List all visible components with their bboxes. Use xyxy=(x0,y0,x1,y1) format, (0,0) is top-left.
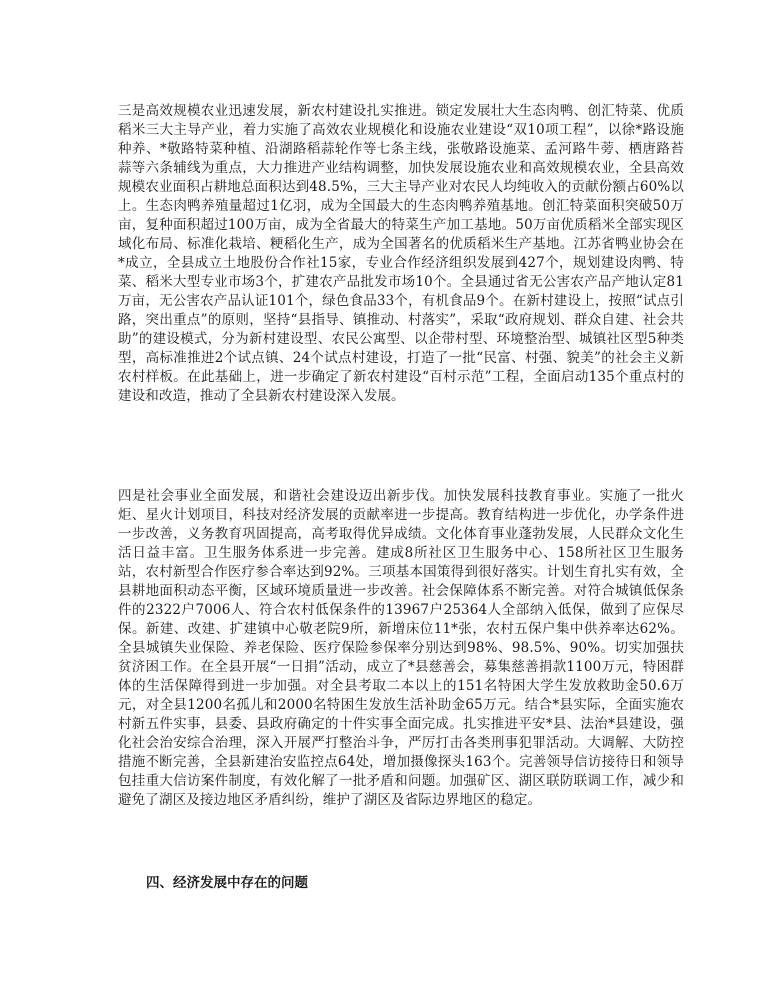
paragraph-agriculture-new-village: 三是高效规模农业迅速发展，新农村建设扎实推进。锁定发展壮大生态肉鸭、创汇特菜、优质稻米三大主导产业，着力实施了高效农业规模化和设施农业建设“双10项工程”，以徐*路设施种养、*敬路特菜种植、沿湖路稻蒜轮作等七条主线，张敬路设施菜、孟河路牛蒡、栖唐路苔蒜等六条辅线为重点，大力推进产业结构调整，加快发展设施农业和高效规模农业，全县高效规模农业面积占耕地总面积达到48.5%，三大主导产业对农民人均纯收入的贡献份额占60%以上。生态肉鸭养殖量超过1亿羽，成为全国最大的生态肉鸭养殖基地。创汇特菜面积突破50万亩，复种面积超过100万亩，成为全省最大的特菜生产加工基地。50万亩优质稻米全部实现区域化布局、标准化栽培、粳稻化生产，成为全国著名的优质稻米生产基地。江苏省鸭业协会在*成立，全县成立土地股份合作社15家，专业合作经济组织发展到427个，规划建设肉鸭、特菜、稻米大型专业市场3个，扩建农产品批发市场10个。全县通过省无公害农产品产地认定81万亩，无公害农产品认证101个，绿色食品33个，有机食品9个。在新村建设上，按照“试点引路，突出重点”的原则，坚持“县指导、镇推动、村落实”，采取“政府规划、群众自建、社会共助”的建设模式，分为新村建设型、农民公寓型、以企带村型、环境整治型、城镇社区型5种类型，高标准推进2个试点镇、24个试点村建设，打造了一批“民富、村强、貌美”的社会主义新农村样板。在此基础上，进一步确定了新农村建设“百村示范”工程，全面启动135个重点村的建设和改造，推动了全县新农村建设深入发展。 xyxy=(118,103,684,404)
paragraph-social-undertakings: 四是社会事业全面发展，和谐社会建设迈出新步伐。加快发展科技教育事业。实施了一批火炬、星火计划项目，科技对经济发展的贡献率进一步提高。教育结构进一步优化，办学条件进一步改善，义务教育巩固提高，高考取得优异成绩。文化体育事业蓬勃发展，人民群众文化生活日益丰富。卫生服务体系进一步完善。建成8所社区卫生服务中心、158所社区卫生服务站，农村新型合作医疗参合率达到92%。三项基本国策得到很好落实。计划生育扎实有效，全县耕地面积动态平衡，区域环境质量进一步改善。社会保障体系不断完善。对符合城镇低保条件的2322户7006人、符合农村低保条件的13967户25364人全部纳入低保，做到了应保尽保。新建、改建、扩建镇中心敬老院9所，新增床位11*张，农村五保户集中供养率达62%。全县城镇失业保险、养老保险、医疗保险参保率分别达到98%、98.5%、90%。切实加强扶贫济困工作。在全县开展“一日捐”活动，成立了*县慈善会，募集慈善捐款1100万元，特困群体的生活保障得到进一步加强。对全县考取二本以上的151名特困大学生发放救助金50.6万元，对全县1200名孤儿和2000名特困生发放生活补助金65万元。结合*县实际，全面实施农村新五件实事，县委、县政府确定的十件实事全面完成。扎实推进平安*县、法治*县建设，强化社会治安综合治理，深入开展严打整治斗争，严厉打击各类刑事犯罪活动。大调解、大防控措施不断完善，全县新建治安监控点64处，增加摄像探头163个。完善领导信访接待日和领导包挂重大信访案件制度，有效化解了一批矛盾和问题。加强矿区、湖区联防联调工作，减少和避免了湖区及接边地区矛盾纠纷，维护了湖区及省际边界地区的稳定。 xyxy=(118,488,684,808)
section-heading: 四、经济发展中存在的问题 xyxy=(146,875,308,891)
